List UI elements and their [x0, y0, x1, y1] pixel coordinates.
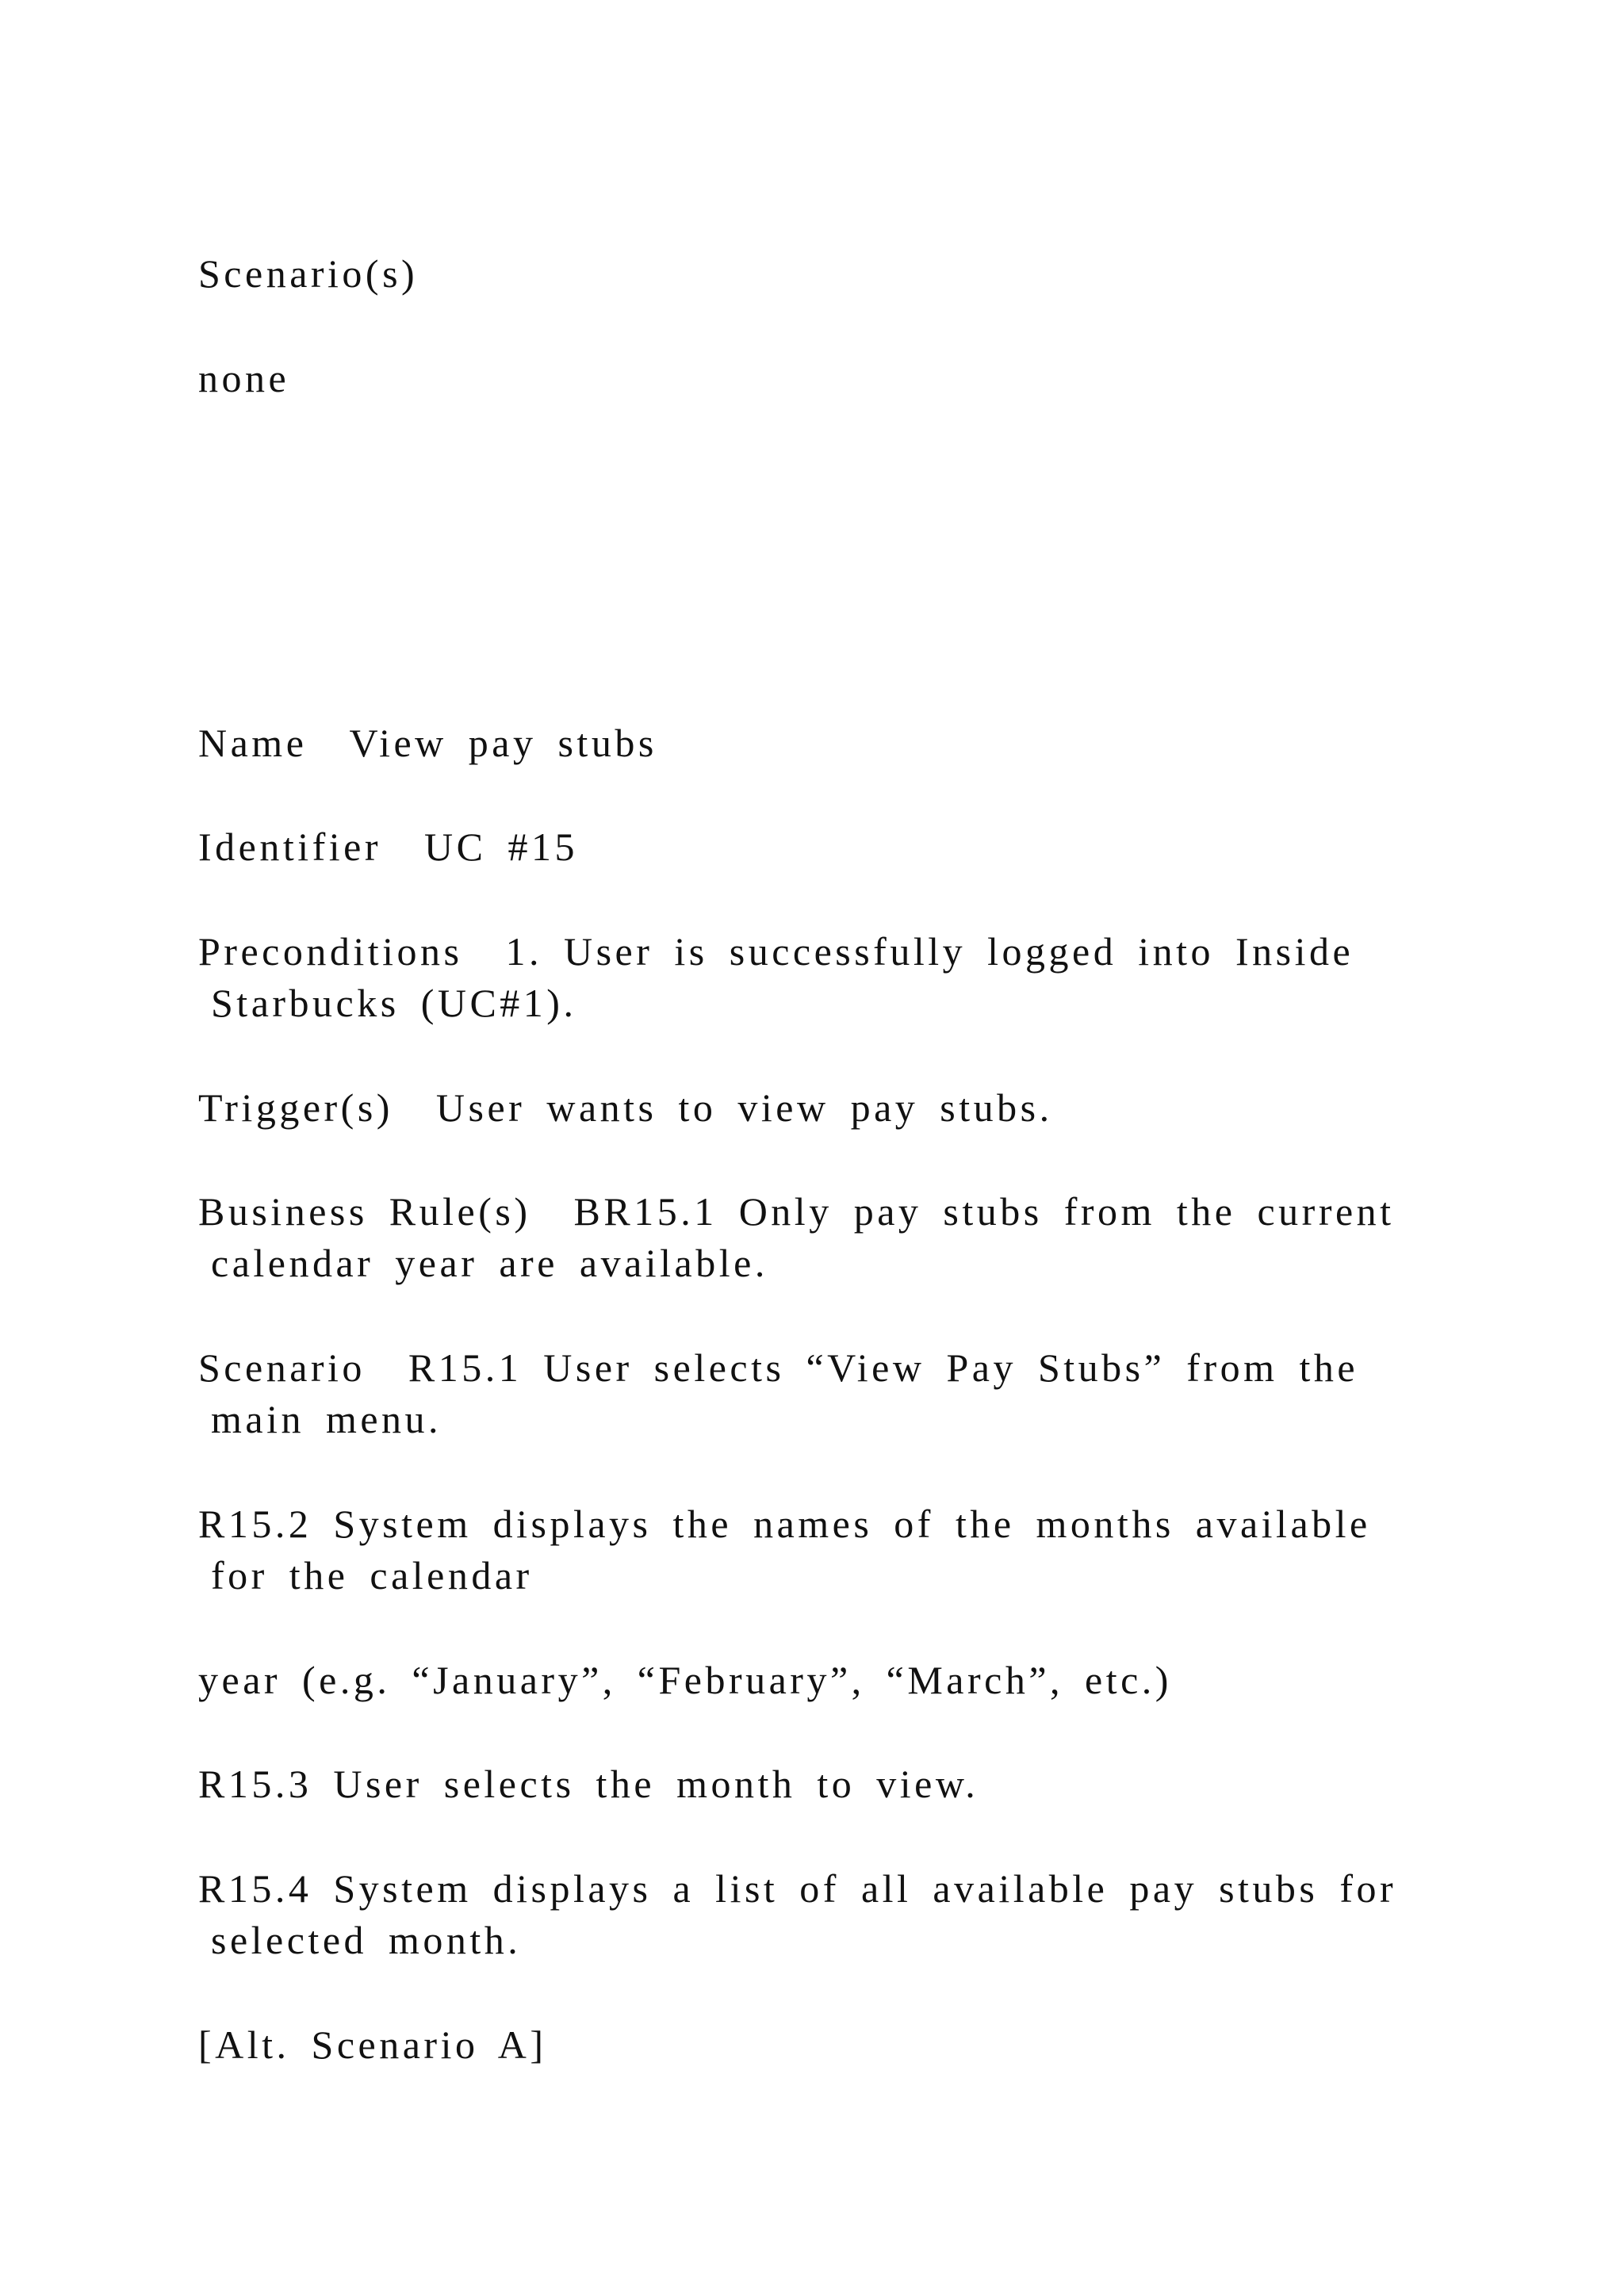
requirement-r15-2-line-3: year (e.g. “January”, “February”, “March”, etc.)	[198, 1658, 1172, 1702]
requirement-r15-3-line: R15.3 User selects the month to view.	[198, 1762, 979, 1806]
identifier-line: Identifier UC #15	[198, 825, 578, 869]
scenario-line-1: Scenario R15.1 User selects “View Pay Stubs” from the	[198, 1345, 1359, 1390]
requirement-r15-4-line-2: selected month.	[211, 1918, 522, 1962]
requirement-r15-2-line-1: R15.2 System displays the names of the months available	[198, 1502, 1371, 1546]
requirement-r15-2-line-2: for the calendar	[211, 1553, 533, 1598]
requirement-r15-4-line-1: R15.4 System displays a list of all available pay stubs for	[198, 1866, 1397, 1911]
business-rules-line-2: calendar year are available.	[211, 1241, 768, 1285]
scenarios-heading: Scenario(s)	[198, 251, 419, 296]
preconditions-line-1: Preconditions 1. User is successfully logged into Inside	[198, 929, 1354, 974]
alt-scenario-label: [Alt. Scenario A]	[198, 2022, 547, 2067]
business-rules-line-1: Business Rule(s) BR15.1 Only pay stubs from the current	[198, 1189, 1395, 1234]
trigger-line: Trigger(s) User wants to view pay stubs.	[198, 1085, 1053, 1130]
preconditions-line-2: Starbucks (UC#1).	[211, 981, 577, 1025]
scenarios-value: none	[198, 356, 290, 400]
scenario-line-2: main menu.	[211, 1397, 442, 1441]
name-line: Name View pay stubs	[198, 721, 657, 765]
